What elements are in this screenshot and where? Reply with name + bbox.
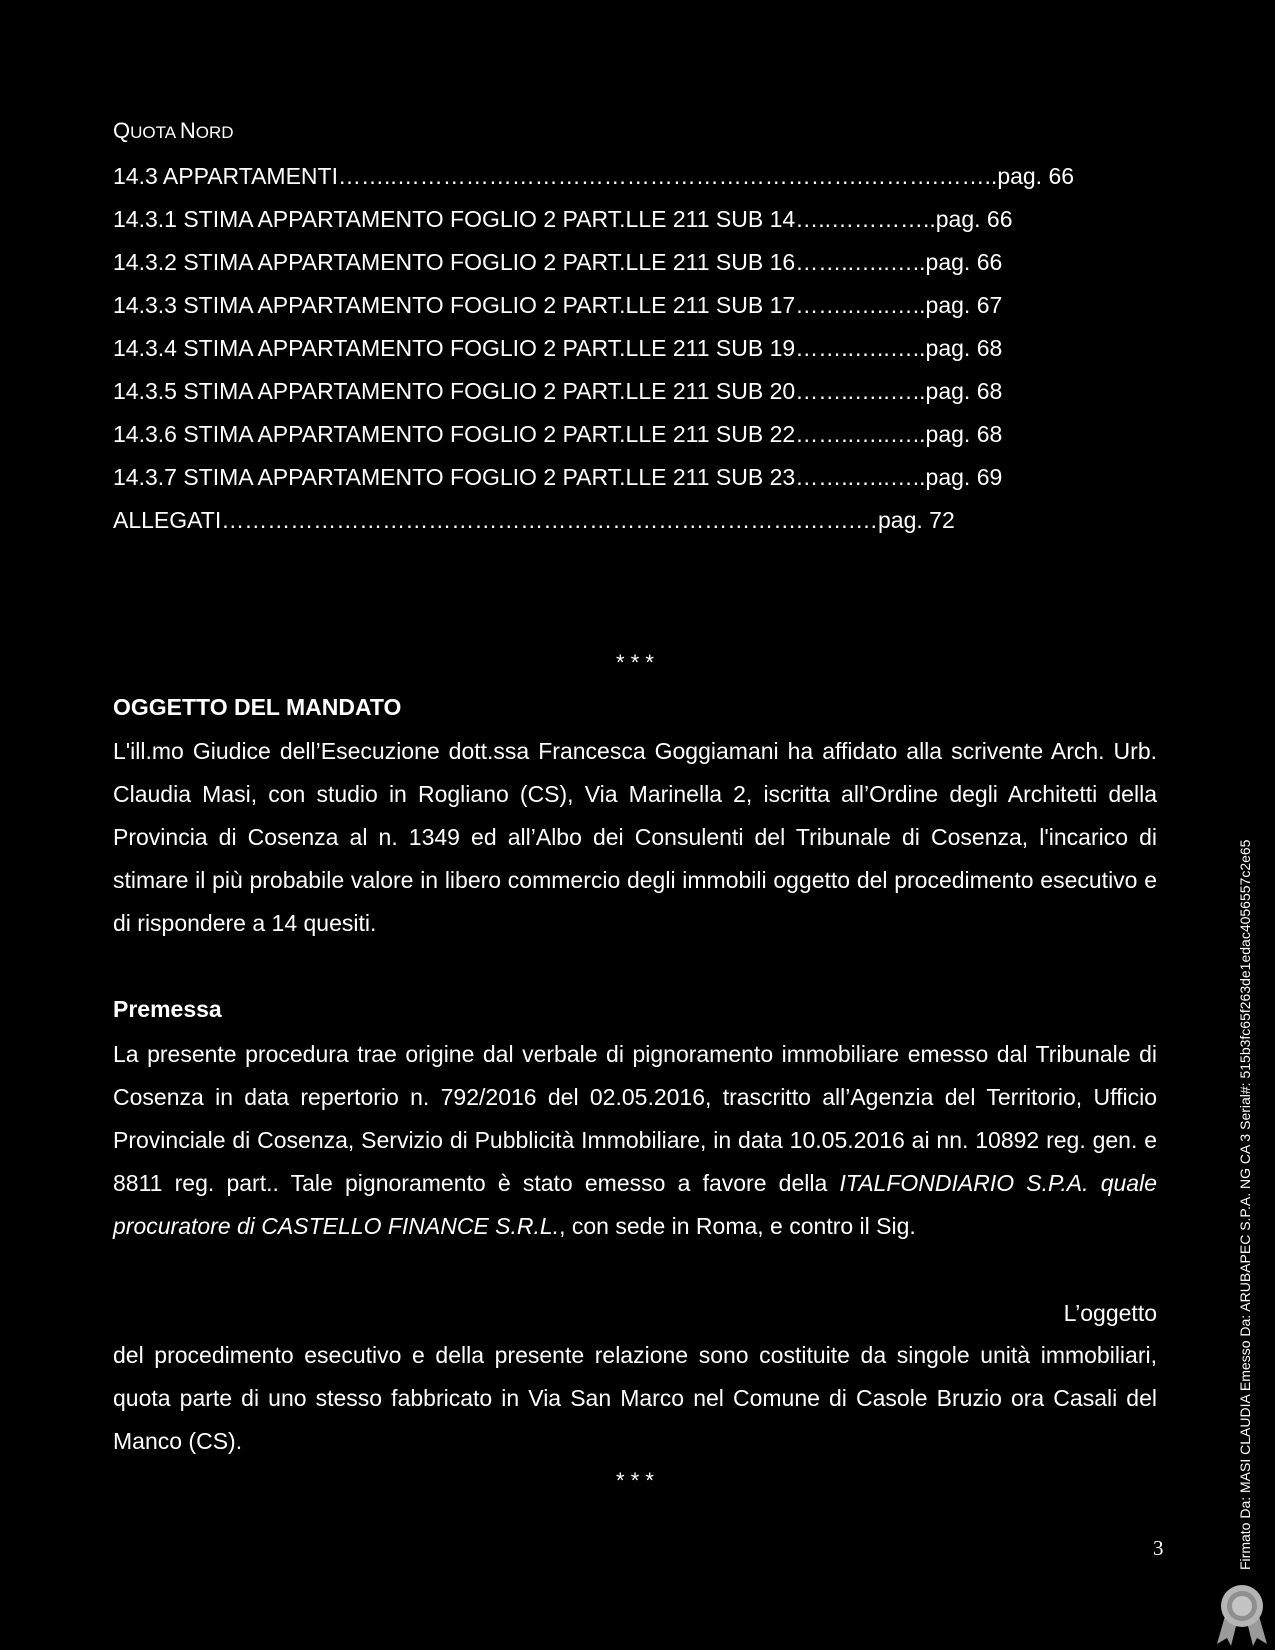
mandato-heading: OGGETTO DEL MANDATO xyxy=(113,694,402,720)
toc-entry[interactable]: 14.3.6 STIMA APPARTAMENTO FOGLIO 2 PART.LLE 211 SUB 22……..…..…..pag. 68 xyxy=(113,421,1003,447)
premessa-right-line: L’oggetto xyxy=(1063,1300,1157,1326)
toc-entry[interactable]: 14.3.7 STIMA APPARTAMENTO FOGLIO 2 PART.LLE 211 SUB 23……..…..…..pag. 69 xyxy=(113,464,1003,490)
premessa-paragraph-continued: del procedimento esecutivo e della presente relazione sono costituite da singole unità immobiliari, quota parte di uno stesso fabbricato in Via San Marco nel Comune di Casole Bruzio ora Casali del Manco (CS). xyxy=(113,1342,1157,1454)
section-separator: * * * xyxy=(616,650,654,675)
table-of-contents xyxy=(113,155,1113,542)
toc-entry[interactable]: 14.3.5 STIMA APPARTAMENTO FOGLIO 2 PART.LLE 211 SUB 20……..…..…..pag. 68 xyxy=(113,378,1003,404)
toc-entry[interactable]: 14.3 APPARTAMENTI……..…………………………………………………….……….……..pag. 66 xyxy=(113,163,1075,189)
toc-entry[interactable]: 14.3.1 STIMA APPARTAMENTO FOGLIO 2 PART.LLE 211 SUB 14…..…………..pag. 66 xyxy=(113,206,1013,232)
section-separator-bottom: * * * xyxy=(616,1468,654,1493)
premessa-heading: Premessa xyxy=(113,996,222,1022)
mandato-paragraph: L'ill.mo Giudice dell’Esecuzione dott.ssa Francesca Goggiamani ha affidato alla scrivente Arch. Urb. Claudia Masi, con studio in Rogliano (CS), Via Marinella 2, iscritta all’Ordine degli Architetti della Provincia di Cosenza al n. 1349 ed all’Albo dei Consulenti del Tribunale di Cosenza, l'incarico di stimare il più probabile valore in libero commercio degli immobili oggetto del procedimento esecutivo e di rispondere a 14 quesiti. xyxy=(113,738,1157,936)
toc-section-title: QUOTA NORD xyxy=(113,118,234,143)
toc-entry[interactable]: 14.3.3 STIMA APPARTAMENTO FOGLIO 2 PART.LLE 211 SUB 17……..…..…..pag. 67 xyxy=(113,292,1003,318)
toc-entry[interactable]: 14.3.4 STIMA APPARTAMENTO FOGLIO 2 PART.LLE 211 SUB 19……..…..…..pag. 68 xyxy=(113,335,1003,361)
toc-entry[interactable]: ALLEGATI………………………………………………………………….…….…pag. 72 xyxy=(113,507,955,533)
seal-icon xyxy=(1215,1582,1269,1648)
page-number: 3 xyxy=(1153,1536,1164,1560)
digital-signature-text: Firmato Da: MASI CLAUDIA Emesso Da: ARUBAPEC S.P.A. NG CA 3 Serial#: 515b3fc65f263de1edac4056557c2e65 xyxy=(1237,839,1253,1570)
toc-entry[interactable]: 14.3.2 STIMA APPARTAMENTO FOGLIO 2 PART.LLE 211 SUB 16……..…..…..pag. 66 xyxy=(113,249,1003,275)
premessa-paragraph: La presente procedura trae origine dal verbale di pignoramento immobiliare emesso dal Tribunale di Cosenza in data repertorio n. 792/2016 del 02.05.2016, trascritto all’Agenzia del Territorio, Ufficio Provinciale di Cosenza, Servizio di Pubblicità Immobiliare, in data 10.05.2016 ai nn. 10892 reg. gen. e 8811 reg. part.. Tale pignoramento è stato emesso a favore della ITALFONDIARIO S.P.A. quale procuratore di CASTELLO FINANCE S.R.L., con sede in Roma, e contro il Sig. xyxy=(113,1041,1157,1239)
